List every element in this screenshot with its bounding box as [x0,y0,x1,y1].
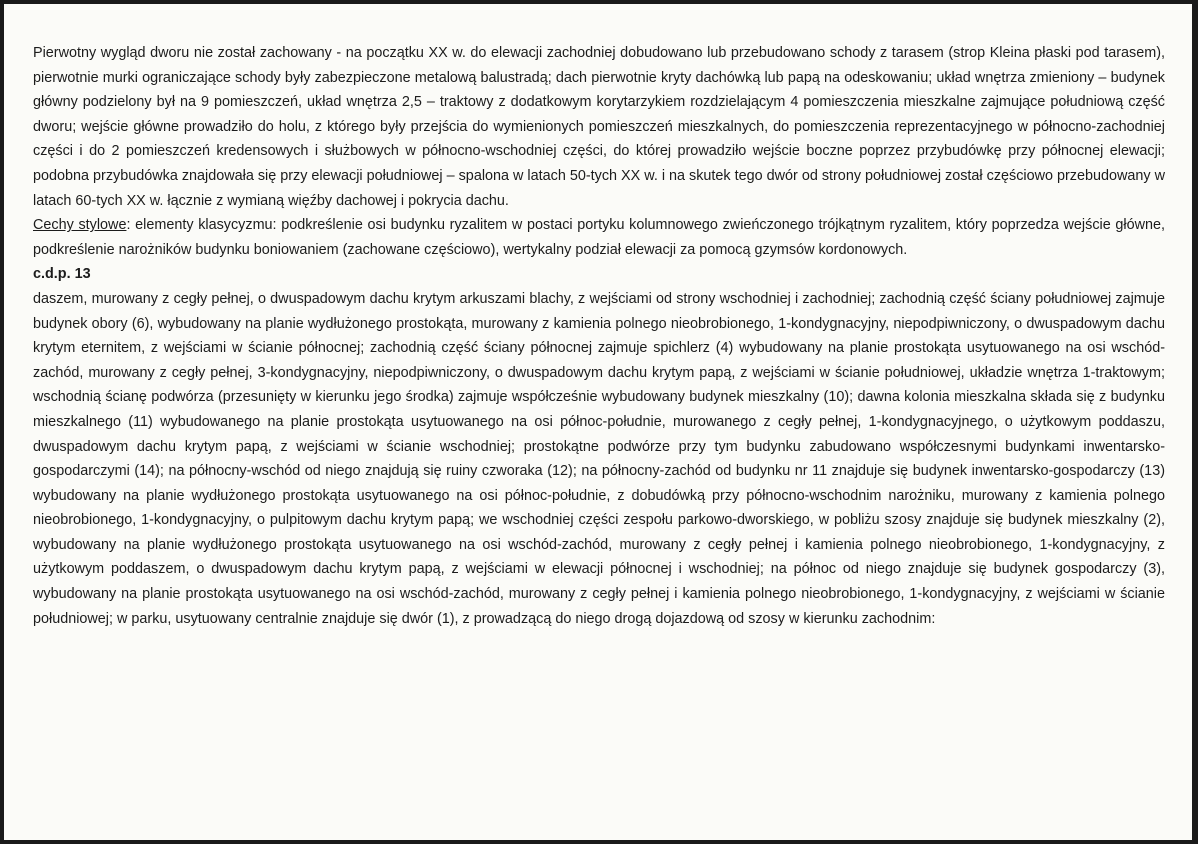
paragraph-style-features [33,213,1165,262]
style-features-text: : elementy klasycyzmu: podkreślenie osi budynku ryzalitem w postaci portyku kolumnowego zwieńczonego trójkątnym ryzalitem, który poprzedza wejście główne, podkreślenie narożników budynku boniowaniem (zachowane częściowo), wertykalny podział elewacji za pomocą gzymsów kordonowych. [33,217,1165,258]
document-body [33,41,1165,631]
continuation-heading: c.d.p. 13 [33,266,91,283]
document-page [4,4,1192,840]
paragraph-original-appearance: Pierwotny wygląd dworu nie został zachowany - na początku XX w. do elewacji zachodniej dobudowano lub przebudowano schody z tarasem (strop Kleina płaski pod tarasem), pierwotnie murki ograniczające schody były zabezpieczone metalową balustradą; dach pierwotnie kryty dachówką lub papą na odeskowaniu; układ wnętrza zmieniony – budynek główny podzielony był na 9 pomieszczeń, układ wnętrza 2,5 – traktowy z dodatkowym korytarzykiem rozdzielającym 4 pomieszczenia mieszkalne zajmujące południową część dworu; wejście główne prowadziło do holu, z którego były przejścia do wymienionych pomieszczeń mieszkalnych, do pomieszczenia reprezentacyjnego w północno-zachodniej części i do 2 pomieszczeń kredensowych i służbowych w północno-wschodniej części, do której prowadziło wejście boczne poprzez przybudówkę przy północnej elewacji; podobna przybudówka znajdowała się przy elewacji południowej – spalona w latach 50-tych XX w. i na skutek tego dwór od strony południowej został częściowo przebudowany w latach 60-tych XX w. łącznie z wymianą więźby dachowej i pokrycia dachu. [33,45,1165,209]
style-features-label: Cechy stylowe [33,217,127,234]
paragraph-buildings-description: daszem, murowany z cegły pełnej, o dwuspadowym dachu krytym arkuszami blachy, z wejściami od strony wschodniej i zachodniej; zachodnią część ściany południowej zajmuje budynek obory (6), wybudowany na planie wydłużonego prostokąta, murowany z kamienia polnego nieobrobionego, 1-kondygnacyjny, niepodpiwniczony, o dwuspadowym dachu krytym eternitem, z wejściami w ścianie północnej; zachodnią część ściany północnej zajmuje spichlerz (4) wybudowany na planie prostokąta usytuowanego na osi wschód-zachód, murowany z cegły pełnej, 3-kondygnacyjny, niepodpiwniczony, o dwuspadowym dachu krytym papą, z wejściami w ścianie południowej, układzie wnętrza 1-traktowym; wschodnią ścianę podwórza (przesunięty w kierunku jego środka) zajmuje współcześnie wybudowany budynek mieszkalny (10); dawna kolonia mieszkalna składa się z budynku mieszkalnego (11) wybudowanego na planie prostokąta usytuowanego na osi północ-południe, murowanego z cegły pełnej, 1-kondygnacyjnego, o użytkowym poddaszu, dwuspadowym dachu krytym papą, z wejściami w ścianie wschodniej; prostokątne podwórze przy tym budynku zabudowano współczesnymi budynkami inwentarsko-gospodarczymi (14); na północny-wschód od niego znajdują się ruiny czworaka (12); na północny-zachód od budynku nr 11 znajduje się budynek inwentarsko-gospodarczy (13) wybudowany na planie wydłużonego prostokąta usytuowanego na osi północ-południe, z dobudówką przy północno-wschodnim narożniku, murowany z kamienia polnego nieobrobionego, 1-kondygnacyjny, o pulpitowym dachu krytym papą; we wschodniej części zespołu parkowo-dworskiego, w pobliżu szosy znajduje się budynek mieszkalny (2), wybudowany na planie wydłużonego prostokąta usytuowanego na osi wschód-zachód, murowany z cegły pełnej i kamienia polnego nieobrobionego, 1-kondygnacyjny, z użytkowym poddaszem, o dwuspadowym dachu krytym papą, z wejściami w elewacji północnej i wschodniej; na północ od niego znajduje się budynek gospodarczy (3), wybudowany na planie prostokąta usytuowanego na osi wschód-zachód, murowany z cegły pełnej i kamienia polnego nieobrobionego, 1-kondygnacyjny, z wejściami w ścianie południowej; w parku, usytuowany centralnie znajduje się dwór (1), z prowadzącą do niego drogą dojazdową od szosy w kierunku zachodnim: [33,290,1165,627]
